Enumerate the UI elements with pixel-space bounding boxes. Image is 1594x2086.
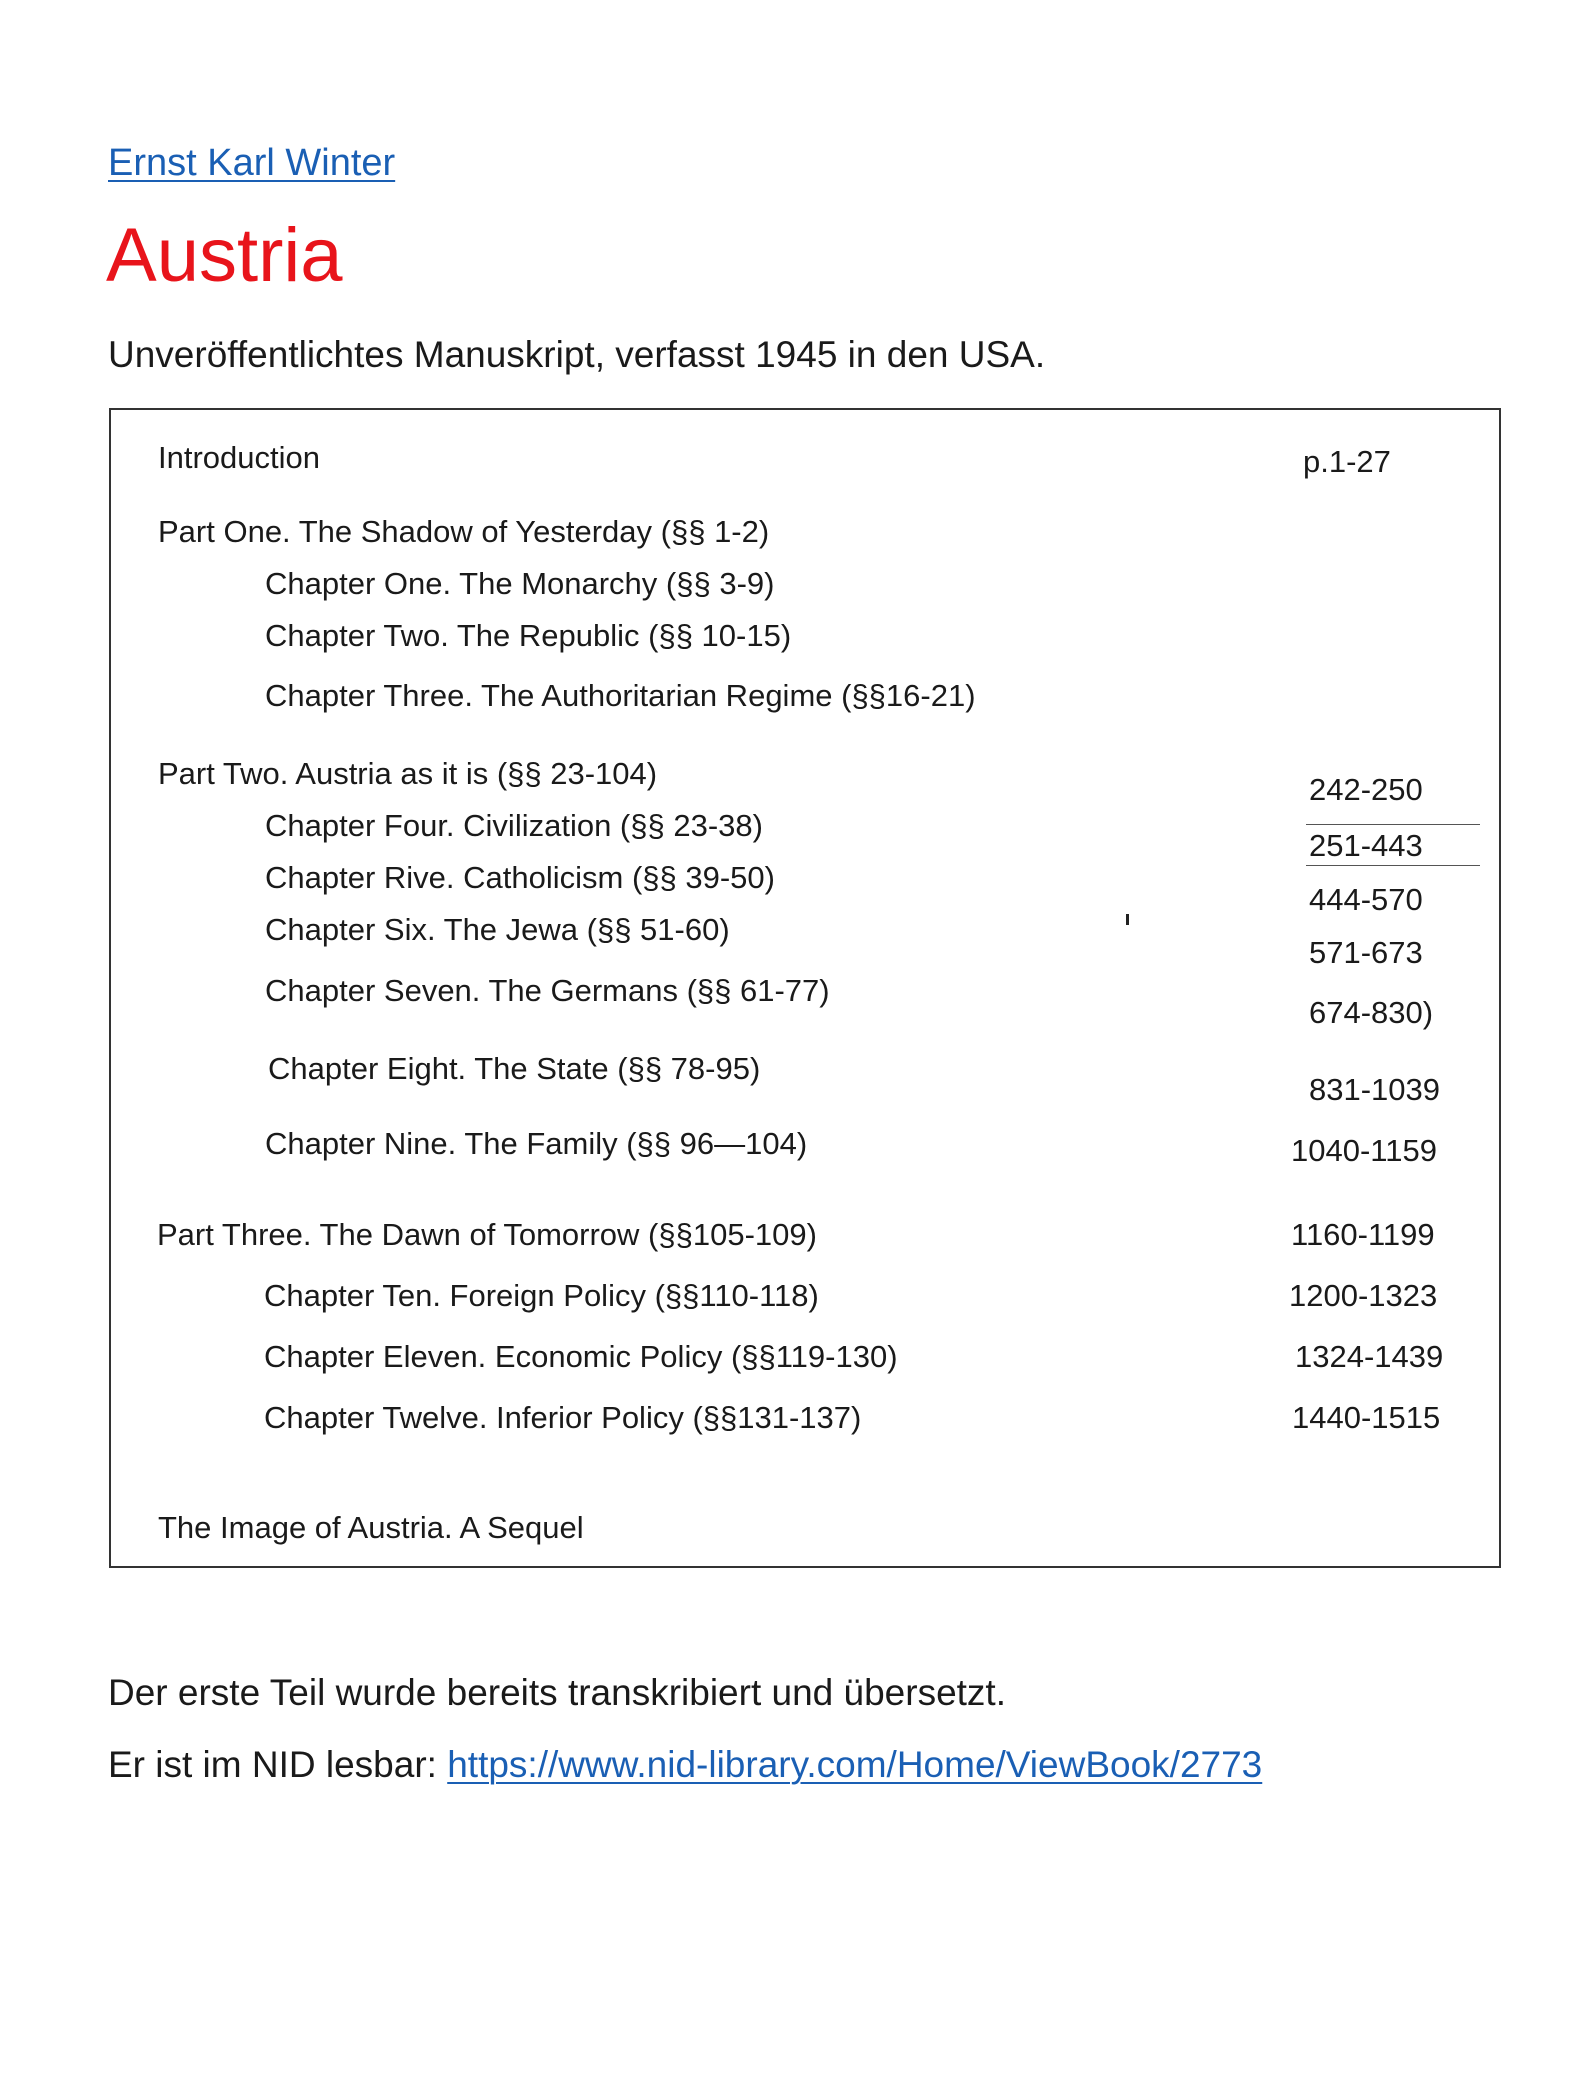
toc-chapter-twelve: Chapter Twelve. Inferior Policy (§§131-137) bbox=[264, 1400, 862, 1435]
toc-chapter-four: Chapter Four. Civilization (§§ 23-38) bbox=[265, 808, 763, 843]
toc-chapter-ten: Chapter Ten. Foreign Policy (§§110-118) bbox=[264, 1278, 819, 1313]
toc-chapter-eleven-pages: 1324-1439 bbox=[1295, 1339, 1444, 1374]
stray-mark bbox=[1126, 914, 1129, 925]
toc-chapter-twelve-pages: 1440-1515 bbox=[1292, 1400, 1441, 1435]
toc-chapter-five: Chapter Rive. Catholicism (§§ 39-50) bbox=[265, 860, 775, 895]
toc-part-three-pages: 1160-1199 bbox=[1291, 1217, 1435, 1252]
nid-library-link[interactable]: https://www.nid-library.com/Home/ViewBook/2773 bbox=[447, 1744, 1263, 1785]
toc-part-two: Part Two. Austria as it is (§§ 23-104) bbox=[158, 756, 658, 791]
toc-chapter-three: Chapter Three. The Authoritarian Regime (§§16-21) bbox=[265, 678, 976, 713]
page-rule-bottom bbox=[1306, 865, 1480, 866]
toc-chapter-six: Chapter Six. The Jewa (§§ 51-60) bbox=[265, 912, 730, 947]
note-readable bbox=[108, 1744, 1262, 1786]
toc-chapter-eleven: Chapter Eleven. Economic Policy (§§119-130) bbox=[264, 1339, 898, 1374]
note-transcribed: Der erste Teil wurde bereits transkribiert und übersetzt. bbox=[108, 1672, 1006, 1713]
toc-part-one: Part One. The Shadow of Yesterday (§§ 1-2) bbox=[158, 514, 770, 549]
page-rule-top bbox=[1306, 824, 1480, 825]
toc-chapter-seven-pages: 674-830) bbox=[1309, 995, 1434, 1030]
author-link[interactable]: Ernst Karl Winter bbox=[108, 142, 396, 184]
document-title: Austria bbox=[106, 213, 343, 298]
toc-chapter-eight-pages: 831-1039 bbox=[1309, 1072, 1441, 1107]
toc-introduction: Introduction bbox=[158, 440, 320, 475]
toc-chapter-nine: Chapter Nine. The Family (§§ 96—104) bbox=[265, 1126, 808, 1161]
table-of-contents bbox=[109, 408, 1501, 1568]
toc-chapter-eight: Chapter Eight. The State (§§ 78-95) bbox=[268, 1051, 761, 1086]
toc-chapter-four-pages: 251-443 bbox=[1309, 828, 1423, 863]
toc-chapter-one: Chapter One. The Monarchy (§§ 3-9) bbox=[265, 566, 775, 601]
toc-sequel: The Image of Austria. A Sequel bbox=[158, 1510, 584, 1545]
document-subtitle: Unveröffentlichtes Manuskript, verfasst 1945 in den USA. bbox=[108, 334, 1046, 375]
toc-chapter-seven: Chapter Seven. The Germans (§§ 61-77) bbox=[265, 973, 830, 1008]
toc-chapter-ten-pages: 1200-1323 bbox=[1289, 1278, 1438, 1313]
toc-part-two-pages: 242-250 bbox=[1309, 772, 1423, 807]
toc-chapter-five-pages: 444-570 bbox=[1309, 882, 1423, 917]
toc-chapter-six-pages: 571-673 bbox=[1309, 935, 1423, 970]
toc-chapter-two: Chapter Two. The Republic (§§ 10-15) bbox=[265, 618, 792, 653]
toc-chapter-nine-pages: 1040-1159 bbox=[1291, 1133, 1437, 1168]
toc-introduction-pages: p.1-27 bbox=[1303, 444, 1391, 479]
note-readable-prefix: Er ist im NID lesbar: bbox=[108, 1744, 448, 1785]
toc-part-three: Part Three. The Dawn of Tomorrow (§§105-109) bbox=[157, 1217, 817, 1252]
